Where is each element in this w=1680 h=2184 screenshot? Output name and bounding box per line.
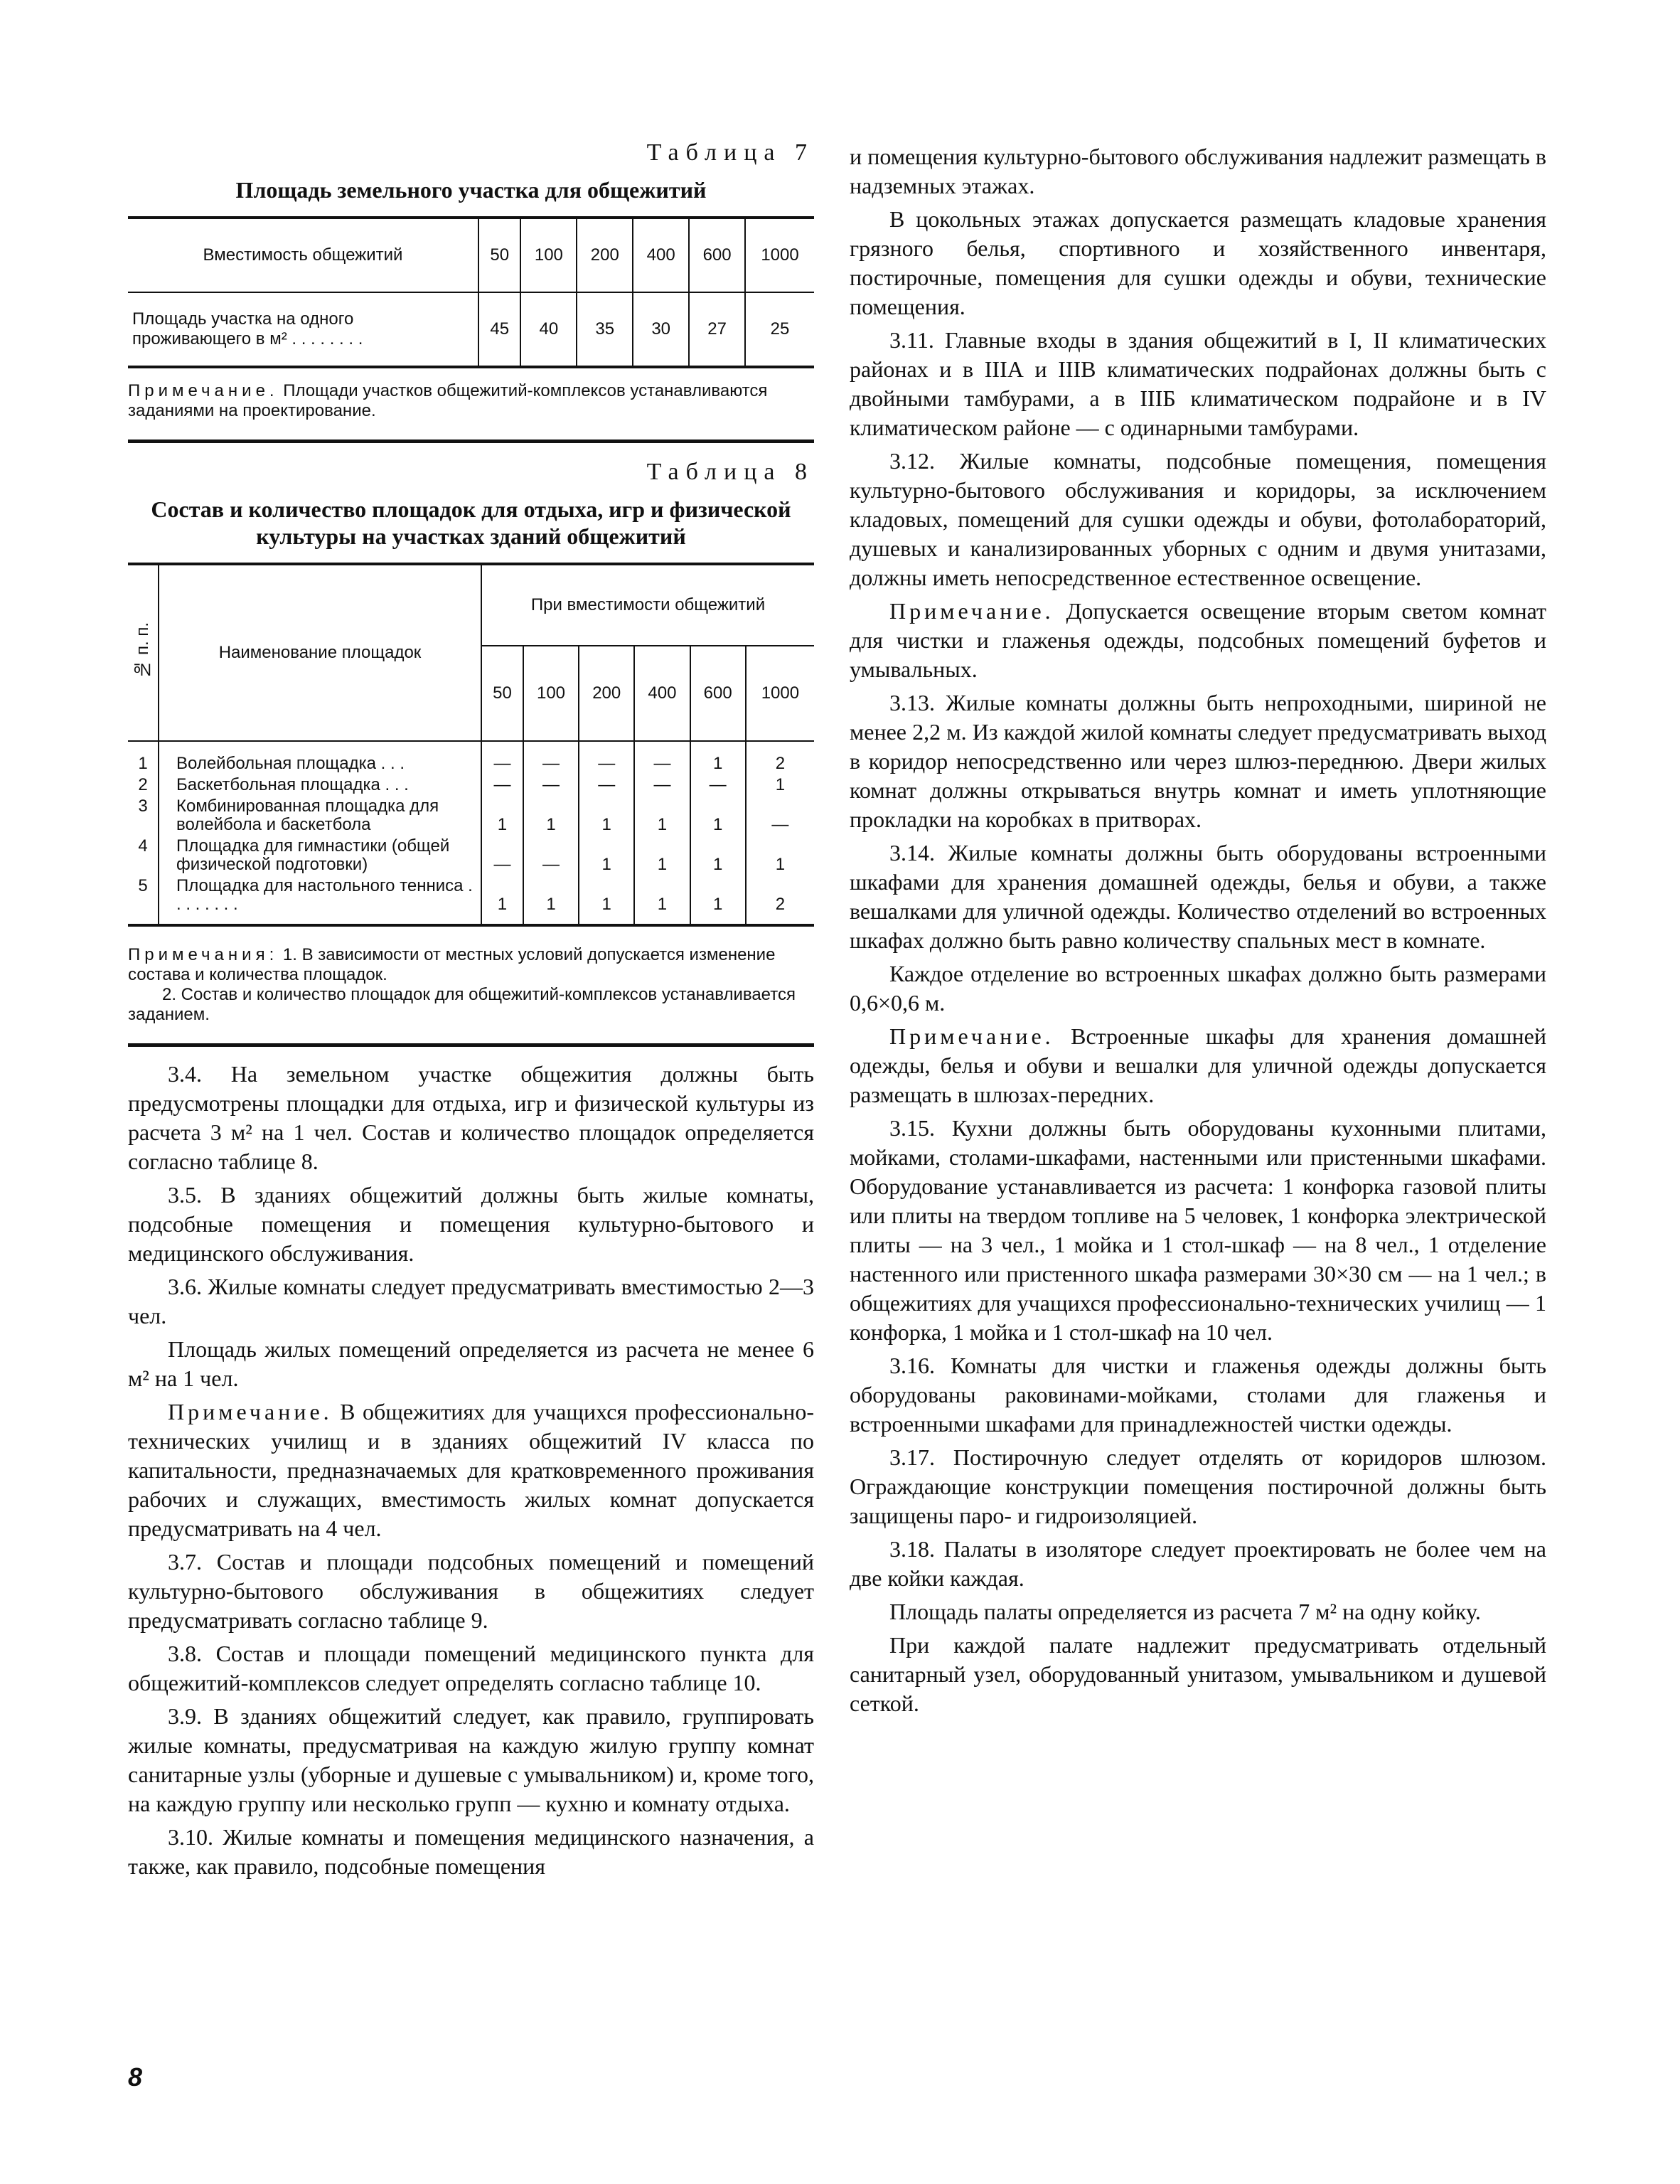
table7-capacity: 600 [689,218,745,292]
table8-cell: 1 [579,836,634,875]
paragraph: 3.12. Жилые комнаты, подсобные помещения, помещения культурно-бытового обслуживания и коридоры, за исключением кладовых, помещений для сушки одежды и обуви, фотолабораторий, душевых и канализированных уборных с одним и двумя унитазами, должны иметь непосредственное естественное освещение. [850,448,1546,590]
table8-notes-lead: Примечания: [128,945,279,964]
table-row [128,741,814,774]
table8-cell: 1 [690,796,746,836]
table7-capacity: 400 [633,218,689,292]
table7-cell: 45 [478,292,520,367]
table7-header-row [128,218,814,292]
table7-capacity: 50 [478,218,520,292]
paragraph: 3.14. Жилые комнаты должны быть оборудованы встроенными шкафами для хранения домашней одежды, белья и обуви, а также вешалками для уличной одежды. Количество отделений во встроенных шкафах должно быть равно количеству спальных мест в комнате. [850,840,1546,953]
table8-cell: — [579,741,634,774]
table8-cell: 1 [746,774,814,796]
table8-capacity: 50 [481,646,523,741]
table8-cell: 1 [690,836,746,875]
table8-cell: — [523,774,579,796]
table8-cell: — [481,774,523,796]
paragraph: Площадь палаты определяется из расчета 7 м² на одну койку. [889,1599,1481,1624]
table8-title: Состав и количество площадок для отдыха, игр и физической культуры на участках зданий общежитий [151,496,791,549]
paragraph: 3.8. Состав и площади помещений медицинского пункта для общежитий-комплексов следует определять согласно таблице 10. [128,1641,814,1695]
right-column [850,142,1546,1722]
table8-row-no: 4 [128,836,159,875]
paragraph: 3.4. На земельном участке общежития должны быть предусмотрены площадки для отдыха, игр и физической культуры из расчета 3 м² на 1 чел. Состав и количество площадок определяется согласно таблице 8. [128,1061,814,1174]
table-row [128,796,814,836]
left-column [128,139,814,1885]
paragraph: 3.15. Кухни должны быть оборудованы кухонными плитами, мойками, столами-шкафами, настенными или пристенными шкафами. Оборудование устанавливается из расчета: 1 конфорка газовой плиты или плиты на твердом топливе на 5 человек, 1 конфорка электрической плиты — на 3 чел., 1 мойка и 1 стол-шкаф — на 8 чел., 1 отделение настенного или пристенного шкафа размерами 30×30 см — на 1 чел.; в общежитиях для учащихся профессионально-технических училищ — 1 конфорка, 1 мойка и 1 стол-шкаф на 10 чел. [850,1115,1546,1345]
note-paragraph [850,597,1546,684]
table8-cell: — [746,796,814,836]
table8-cell: — [634,741,690,774]
table8-note1 [128,945,814,985]
table7-note-text: Площади участков общежитий-комплексов устанавливаются заданиями на проектирование. [128,381,768,420]
table7-row-label: Площадь участка на одного проживающего в м² . . . . . . . . [128,292,478,367]
paragraph: 3.17. Постирочную следует отделять от коридоров шлюзом. Ограждающие конструкции помещения постирочной должны быть защищены паро- и гидроизоляцией. [850,1444,1546,1528]
table7-cell: 40 [520,292,577,367]
table8-cell: — [690,774,746,796]
paragraph: 3.6. Жилые комнаты следует предусматривать вместимостью 2—3 чел. [128,1274,814,1328]
table8-col-group: При вместимости общежитий [481,564,814,646]
table8-cell: 1 [481,875,523,925]
table8 [128,563,814,927]
table8-cell: 2 [746,741,814,774]
table7-cell: 25 [745,292,814,367]
table8-note2: 2. Состав и количество площадок для общежитий-комплексов устанавливается заданием. [128,985,796,1024]
table8-cell: 1 [523,875,579,925]
table7-cell: 27 [689,292,745,367]
table8-col-no-label: № п. п. [133,622,152,679]
table-row [128,774,814,796]
paragraph: При каждой палате надлежит предусматривать отдельный санитарный узел, оборудованный унитазом, умывальником и душевой сеткой. [850,1632,1546,1716]
table8-row-name: Площадка для гимнастики (общей физической подготовки) [159,836,481,875]
note-lead: Примечание. [889,598,1054,624]
table8-cell: 1 [690,875,746,925]
divider [128,440,814,443]
divider [128,1043,814,1047]
table8-capacity: 1000 [746,646,814,741]
table8-cell: — [481,741,523,774]
table7-note [128,381,814,421]
table8-row-name: Комбинированная площадка для волейбола и баскетбола [159,796,481,836]
paragraph: и помещения культурно-бытового обслуживания надлежит размещать в надземных этажах. [850,144,1546,198]
table8-capacity: 600 [690,646,746,741]
table8-capacity: 200 [579,646,634,741]
table8-cell: 1 [634,836,690,875]
table8-cell: — [481,836,523,875]
table8-col-no [128,564,159,741]
table8-caption: Таблица 8 [646,459,814,485]
table8-row-name: Баскетбольная площадка . . . [159,774,481,796]
paragraph: 3.9. В зданиях общежитий следует, как правило, группировать жилые комнаты, предусматривая на каждую жилую группу комнат санитарные узлы (уборные и душевые с умывальником) и, кроме того, на каждую группу или несколько групп — кухню и комнату отдыха. [128,1703,814,1816]
table8-row-no: 3 [128,796,159,836]
table8-cell: 2 [746,875,814,925]
table8-cell: 1 [634,796,690,836]
table7-capacity: 1000 [745,218,814,292]
table7-caption: Таблица 7 [646,139,814,166]
table8-cell: 1 [579,796,634,836]
table8-capacity: 100 [523,646,579,741]
note-paragraph [850,1022,1546,1109]
table7-cell: 30 [633,292,689,367]
table7 [128,216,814,368]
paragraph: 3.16. Комнаты для чистки и глаженья одежды должны быть оборудованы раковинами-мойками, столами для глаженья и встроенными шкафами для принадлежностей чистки одежды. [850,1353,1546,1437]
table8-cell: — [523,836,579,875]
table8-cell: 1 [481,796,523,836]
table8-cell: 1 [523,796,579,836]
paragraph: 3.10. Жилые комнаты и помещения медицинского назначения, а также, как правило, подсобные помещения [128,1824,814,1879]
table7-capacity: 200 [577,218,633,292]
table8-cell: 1 [634,875,690,925]
table8-row-name: Площадка для настольного тенниса . . . . . . . . [159,875,481,925]
table8-note1-text: 1. В зависимости от местных условий допускается изменение состава и количества площадок. [128,945,776,984]
table8-cell: 1 [690,741,746,774]
table7-cell: 35 [577,292,633,367]
table8-row-name: Волейбольная площадка . . . [159,741,481,774]
note-text: В общежитиях для учащихся профессионально-технических училищ и в зданиях общежитий IV класса по капитальности, предназначаемых для кратковременного проживания рабочих и служащих, вместимость жилых комнат допускается предусматривать на 4 чел. [128,1399,814,1541]
table8-capacity: 400 [634,646,690,741]
table8-cell: — [579,774,634,796]
table8-cell: — [634,774,690,796]
note-text: Допускается освещение вторым светом комнат для чистки и глаженья одежды, подсобных помещений буфетов и умывальных. [850,598,1546,682]
paragraph: 3.5. В зданиях общежитий должны быть жилые комнаты, подсобные помещения и помещения культурно-бытового и медицинского обслуживания. [128,1182,814,1266]
table8-cell: — [523,741,579,774]
note-lead: Примечание. [889,1023,1054,1049]
table7-note-lead: Примечание. [128,381,279,400]
paragraph: 3.18. Палаты в изоляторе следует проектировать не более чем на две койки каждая. [850,1536,1546,1591]
paragraph: 3.7. Состав и площади подсобных помещений и помещений культурно-бытового обслуживания в общежитиях следует предусматривать согласно таблице 9. [128,1549,814,1633]
table7-capacity: 100 [520,218,577,292]
table-row [128,836,814,875]
table8-header-row [128,564,814,646]
page-number: 8 [128,2062,143,2092]
table7-title: Площадь земельного участка для общежитий [235,177,707,203]
paragraph: 3.13. Жилые комнаты должны быть непроходными, шириной не менее 2,2 м. Из каждой жилой комнаты следует предусматривать выход в коридор непосредственно или через шлюз-переднюю. Двери жилых комнат должны открываться внутрь комнат и иметь уплотняющие прокладки на коробках в притворах. [850,690,1546,832]
paragraph: В цокольных этажах допускается размещать кладовые хранения грязного белья, спортивного и хозяйственного инвентаря, постирочные, помещения для сушки одежды и обуви, технические помещения. [850,206,1546,319]
paragraph: Каждое отделение во встроенных шкафах должно быть размерами 0,6×0,6 м. [850,961,1546,1016]
table7-header-label: Вместимость общежитий [128,218,478,292]
table-row [128,292,814,367]
note-text: Встроенные шкафы для хранения домашней одежды, белья и обуви и вешалки для уличной одежды допускается размещать в шлюзах-передних. [850,1023,1546,1107]
table8-row-no: 2 [128,774,159,796]
table8-row-no: 5 [128,875,159,925]
paragraph: 3.11. Главные входы в здания общежитий в I, II климатических районах и в IIIА и IIIВ климатических подрайонах должны быть с двойными тамбурами, а в IIIБ климатическом подрайоне и в IV климатическом районе — с одинарными тамбурами. [850,327,1546,440]
table8-col-name: Наименование площадок [159,564,481,741]
note-lead: Примечание. [168,1399,333,1424]
paragraph: Площадь жилых помещений определяется из расчета не менее 6 м² на 1 чел. [128,1336,814,1391]
table8-cell: 1 [746,836,814,875]
note-paragraph [128,1397,814,1543]
table-row [128,875,814,925]
table8-row-no: 1 [128,741,159,774]
table8-cell: 1 [579,875,634,925]
